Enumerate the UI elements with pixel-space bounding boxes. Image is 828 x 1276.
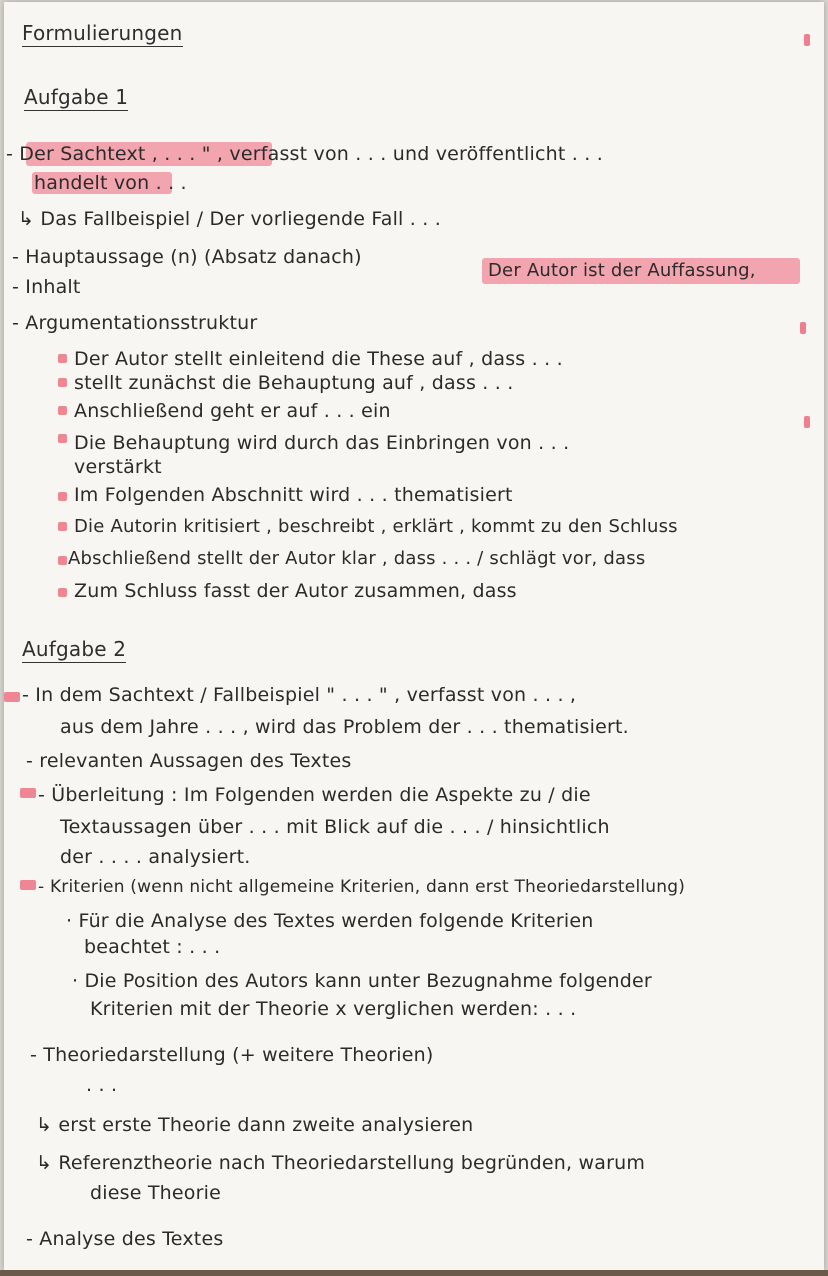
text-line: . . .	[86, 1074, 118, 1096]
bullet-marker	[58, 378, 67, 387]
bullet-marker	[58, 406, 67, 415]
margin-mark	[800, 322, 806, 334]
list-item: Abschließend stellt der Autor klar , dass . . . / schlägt vor, dass	[68, 548, 646, 569]
text-line: - Der Sachtext , . . . " , verfasst von . . . und veröffentlicht . . .	[6, 143, 603, 165]
text-line: Der Autor ist der Auffassung,	[488, 260, 756, 281]
text-line: aus dem Jahre . . . , wird das Problem der . . . thematisiert.	[60, 716, 629, 738]
text-line: - Hauptaussage (n) (Absatz danach)	[12, 246, 362, 268]
bullet-marker	[58, 434, 67, 443]
list-item: Im Folgenden Abschnitt wird . . . thematisiert	[74, 484, 513, 506]
item-marker	[4, 692, 20, 702]
text-line: der . . . . analysiert.	[60, 846, 251, 868]
text-line: ↳ Das Fallbeispiel / Der vorliegende Fall . . .	[18, 208, 441, 230]
text-line: - In dem Sachtext / Fallbeispiel " . . . " , verfasst von . . . ,	[22, 684, 577, 706]
list-item: Die Autorin kritisiert , beschreibt , erklärt , kommt zu den Schluss	[74, 516, 678, 537]
list-item: verstärkt	[74, 456, 162, 478]
text-line: - Inhalt	[12, 276, 81, 298]
margin-mark	[804, 34, 810, 46]
table-edge	[0, 1270, 828, 1276]
text-line: · Für die Analyse des Textes werden folgende Kriterien	[66, 910, 594, 932]
text-line: ↳ erst erste Theorie dann zweite analysieren	[36, 1114, 474, 1136]
list-item: Die Behauptung wird durch das Einbringen von . . .	[74, 432, 570, 454]
text-line: - Argumentationsstruktur	[12, 312, 258, 334]
bullet-marker	[58, 556, 67, 565]
text-line: · Die Position des Autors kann unter Bezugnahme folgender	[72, 970, 652, 992]
text-line: - Theoriedarstellung (+ weitere Theorien)	[30, 1044, 434, 1066]
text-line: Textaussagen über . . . mit Blick auf die . . . / hinsichtlich	[60, 816, 610, 838]
list-item: Anschließend geht er auf . . . ein	[74, 400, 391, 422]
bullet-marker	[58, 588, 67, 597]
page-title: Formulierungen	[22, 21, 183, 45]
bullet-marker	[58, 354, 67, 363]
list-item: Der Autor stellt einleitend die These auf , dass . . .	[74, 348, 563, 370]
bullet-marker	[58, 522, 67, 531]
text-line: - relevanten Aussagen des Textes	[26, 750, 352, 772]
text-line: beachtet : . . .	[84, 936, 221, 958]
item-marker	[20, 788, 36, 798]
text-line: handelt von . . .	[34, 172, 187, 194]
item-marker	[20, 880, 36, 890]
text-line: ↳ Referenztheorie nach Theoriedarstellung begründen, warum	[36, 1152, 646, 1174]
aufgabe1-heading: Aufgabe 1	[24, 85, 129, 109]
text-line: - Analyse des Textes	[26, 1228, 224, 1250]
bullet-marker	[58, 492, 67, 501]
text-line: diese Theorie	[90, 1182, 221, 1204]
list-item: stellt zunächst die Behauptung auf , dass . . .	[74, 372, 514, 394]
text-line: - Kriterien (wenn nicht allgemeine Kriterien, dann erst Theoriedarstellung)	[38, 877, 686, 897]
margin-mark	[804, 416, 810, 428]
list-item: Zum Schluss fasst der Autor zusammen, dass	[74, 580, 517, 602]
aufgabe2-heading: Aufgabe 2	[22, 637, 127, 661]
text-line: - Überleitung : Im Folgenden werden die Aspekte zu / die	[38, 784, 591, 806]
text-line: Kriterien mit der Theorie x verglichen werden: . . .	[90, 998, 577, 1020]
